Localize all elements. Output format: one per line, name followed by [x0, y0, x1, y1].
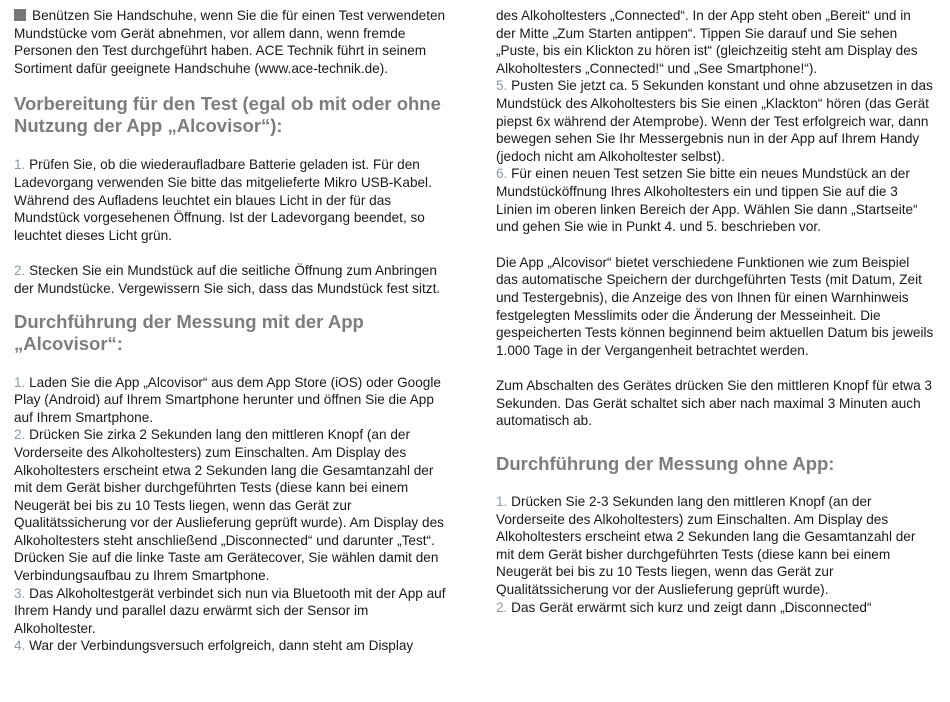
step-number: 3. [14, 585, 26, 601]
app-step-1 [14, 374, 446, 427]
step-text: Prüfen Sie, ob die wiederaufladbare Batterie geladen ist. Für den Ladevorgang verwenden Sie bitte das mitgelieferte Mikro USB-Kabel. Während des Aufladens leuchtet ein blaues Licht in der für das Mundstück vorgesehenen Öffnung. Ist der Ladevorgang beendet, so leuchtet dieses Licht grün. [14, 157, 432, 243]
step-text: War der Verbindungsversuch erfolgreich, dann steht am Display [25, 638, 414, 654]
heading-measure-without-app: Durchführung der Messung ohne App: [496, 453, 835, 475]
app-step-2 [14, 426, 446, 584]
step-number: 1. [14, 157, 26, 173]
step-number: 2. [14, 263, 26, 279]
bullet-square-icon [14, 9, 26, 21]
right-column [496, 0, 934, 616]
glove-notice-text: Benützen Sie Handschuhe, wenn Sie die für einen Test verwendeten Mundstücke vom Gerät abnehmen, vor allem dann, wenn fremde Personen den Test durchgeführt haben. ACE Technik führt in seinem Sortiment dafür geeignete Handschuhe (www.ace-technik.de). [14, 8, 446, 76]
prep-step-2 [14, 262, 446, 297]
left-column [14, 0, 446, 655]
step-text: Das Gerät erwärmt sich kurz und zeigt dann „Disconnected“ [507, 599, 872, 615]
heading-preparation: Vorbereitung für den Test (egal ob mit oder ohne Nutzung der App „Alcovisor“): [14, 93, 441, 137]
noapp-step-1 [496, 493, 934, 599]
noapp-step-2 [496, 599, 934, 617]
heading-measure-with-app: Durchführung der Messung mit der App „Alcovisor“: [14, 310, 364, 354]
step-text: Laden Sie die App „Alcovisor“ aus dem App Store (iOS) oder Google Play (Android) auf Ihrem Smartphone herunter und öffnen Sie die App auf Ihrem Smartphone. [14, 374, 441, 425]
app-step-4 [14, 637, 446, 655]
step-number: 2. [496, 599, 508, 615]
step-number: 6. [496, 166, 508, 182]
step-number: 1. [14, 374, 26, 390]
step-text: Pusten Sie jetzt ca. 5 Sekunden konstant und ohne abzusetzen in das Mundstück des Alkoholtesters bis Sie einen „Klackton“ hören (das Gerät piepst 6x während der Atemprobe). Wenn der Test erfolgreich war, dann bewegen sehen Sie Ihr Messergebnis nun in der App auf Ihrem Handy (jedoch nicht am Alkoholtester selbst). [496, 78, 933, 164]
app-features-paragraph: Die App „Alcovisor“ bietet verschiedene Funktionen wie zum Beispiel das automatische Speichern der durchgeführten Tests (mit Datum, Zeit und Testergebnis), die Anzeige des von Ihnen für einen Warnhinweis festgelegten Messlimits oder die Änderung der Messeinheit. Die gespeicherten Tests können beginnend beim aktuellen Datum bis jeweils 1.000 Tage in der Vergangenheit betrachtet werden. [496, 254, 934, 358]
app-step-3 [14, 585, 446, 638]
step-text: Drücken Sie zirka 2 Sekunden lang den mittleren Knopf (an der Vorderseite des Alkoholtesters) zum Einschalten. Am Display des Alkoholtesters erscheint etwa 2 Sekunden lang die Gesamtanzahl der mit dem Gerät bisher durchgeführten Tests (diese kann bei einem Neugerät bei bis zu 10 Tests liegen, wenn das Gerät zur Qualitätssicherung vor der Auslieferung geprüft wurde). Am Display des Alkoholtesters steht anschließend „Disconnected“ und darunter „Test“. Drücken Sie auf die linke Taste am Gerätecover, Sie wählen damit den Verbindungsaufbau zu Ihrem Smartphone. [14, 427, 444, 584]
app-step-5 [496, 77, 934, 165]
step-text: Stecken Sie ein Mundstück auf die seitliche Öffnung zum Anbringen der Mundstücke. Vergewissern Sie sich, dass das Mundstück fest sitzt. [14, 263, 441, 296]
step-number: 4. [14, 638, 26, 654]
prep-step-1 [14, 156, 446, 244]
step-number: 2. [14, 427, 26, 443]
power-off-paragraph: Zum Abschalten des Gerätes drücken Sie den mittleren Knopf für etwa 3 Sekunden. Das Gerät schaltet sich aber nach maximal 3 Minuten auch automatisch ab. [496, 378, 932, 429]
step-text: Für einen neuen Test setzen Sie bitte ein neues Mundstück an der Mundstücköffnung Ihres Alkoholtesters ein und tippen Sie auf die 3 Linien im oberen linken Bereich der App. Wählen Sie dann „Startseite“ und gehen Sie wie in Punkt 4. und 5. beschrieben vor. [496, 166, 918, 235]
step-number: 5. [496, 78, 508, 94]
step-text: Drücken Sie 2-3 Sekunden lang den mittleren Knopf (an der Vorderseite des Alkoholtesters) zum Einschalten. Am Display des Alkoholtesters erscheint etwa 2 Sekunden lang die Gesamtanzahl der mit dem Gerät bisher durchgeführten Tests (diese kann bei einem Neugerät bei bis zu 10 Tests liegen, wenn das Gerät zur Qualitätssicherung vor der Auslieferung geprüft wurde). [496, 494, 916, 598]
app-step-4-continued: des Alkoholtesters „Connected“. In der App steht oben „Bereit“ und in der Mitte „Zum Starten antippen“. Tippen Sie darauf und Sie sehen „Puste, bis ein Klickton zu hören ist“ (gleichzeitig steht am Display des Alkoholtesters „Connected!“ und „See Smartphone!“). [496, 8, 918, 76]
step-number: 1. [496, 494, 508, 510]
step-text: Das Alkoholtestgerät verbindet sich nun via Bluetooth mit der App auf Ihrem Handy und parallel dazu erwärmt sich der Sensor im Alkoholtester. [14, 585, 446, 636]
app-step-6 [496, 165, 934, 235]
glove-notice [14, 7, 446, 77]
